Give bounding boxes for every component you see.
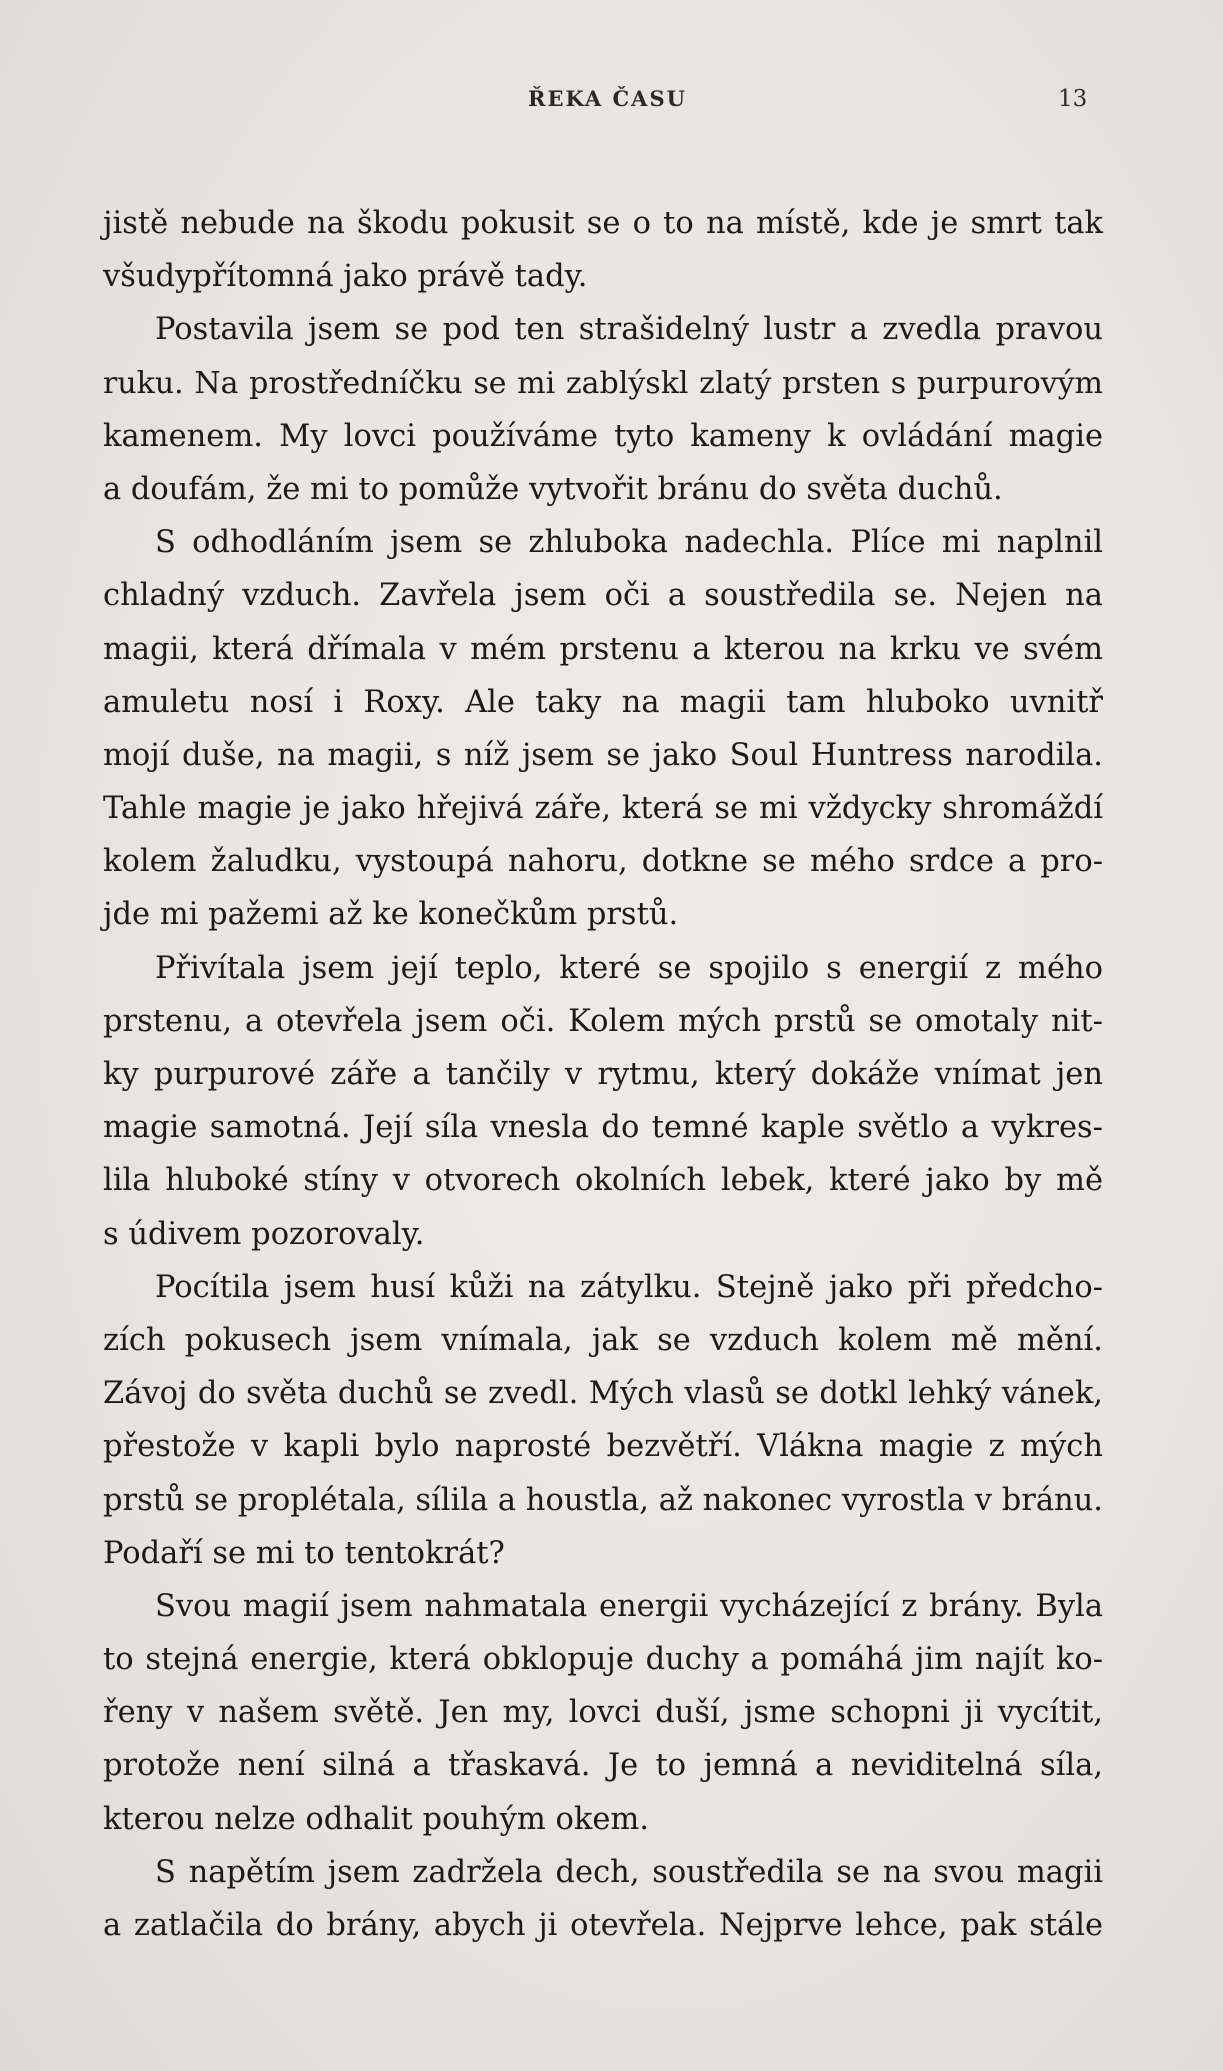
- text-line: prstů se proplétala, sílila a houstla, až nakonec vyrostla v bránu.: [103, 1482, 1103, 1518]
- text-line: kterou nelze odhalit pouhým okem.: [103, 1801, 650, 1837]
- text-line: ky purpurové záře a tančily v rytmu, který dokáže vnímat jen: [103, 1057, 1103, 1092]
- text-line: mojí duše, na magii, s níž jsem se jako Soul Huntress narodila.: [103, 737, 1103, 773]
- text-line: kolem žaludku, vystoupá nahoru, dotkne se mého srdce a pro-: [103, 844, 1103, 880]
- text-line: Přivítala jsem její teplo, které se spojilo s energií z mého: [155, 950, 1103, 986]
- text-line: všudypřítomná jako právě tady.: [103, 259, 588, 295]
- body-text: [103, 197, 1103, 1952]
- text-line: S napětím jsem zadržela dech, soustředila se na svou magii: [155, 1854, 1103, 1890]
- text-line: Svou magií jsem nahmatala energii vycházející z brány. Byla: [155, 1588, 1103, 1624]
- running-head: [0, 82, 1223, 122]
- text-line: chladný vzduch. Zavřela jsem oči a soustředila se. Nejen na: [103, 578, 1103, 614]
- text-line: jde mi pažemi až ke konečkům prstů.: [103, 897, 679, 933]
- text-line: S odhodláním jsem se zhluboka nadechla. Plíce mi naplnil: [155, 525, 1103, 561]
- text-line: amuletu nosí i Roxy. Ale taky na magii tam hluboko uvnitř: [103, 684, 1103, 720]
- text-line: to stejná energie, která obklopuje duchy a pomáhá jim najít ko-: [103, 1642, 1103, 1678]
- text-line: přestože v kapli bylo naprosté bezvětří. Vlákna magie z mých: [103, 1429, 1103, 1465]
- text-line: magii, která dřímala v mém prstenu a kterou na krku ve svém: [103, 631, 1103, 667]
- text-line: řeny v našem světě. Jen my, lovci duší, jsme schopni ji vycítit,: [103, 1695, 1103, 1731]
- running-head-title: ŘEKA ČASU: [528, 86, 687, 111]
- text-line: kamenem. My lovci používáme tyto kameny k ovládání magie: [103, 418, 1103, 454]
- text-line: lila hluboké stíny v otvorech okolních lebek, které jako by mě: [103, 1163, 1103, 1199]
- text-line: ruku. Na prostředníčku se mi zablýskl zlatý prsten s purpurovým: [103, 365, 1103, 401]
- page-number: 13: [1058, 86, 1088, 112]
- text-line: a zatlačila do brány, abych ji otevřela. Nejprve lehce, pak stále: [103, 1908, 1103, 1943]
- text-line: Podaří se mi to tentokrát?: [103, 1535, 505, 1571]
- text-line: Pocítila jsem husí kůži na zátylku. Stejně jako při předcho-: [155, 1269, 1103, 1305]
- text-line: a doufám, že mi to pomůže vytvořit bránu do světa duchů.: [103, 471, 1003, 507]
- text-line: Postavila jsem se pod ten strašidelný lustr a zvedla pravou: [155, 312, 1103, 348]
- text-line: protože není silná a třaskavá. Je to jemná a neviditelná síla,: [103, 1748, 1103, 1784]
- text-line: jistě nebude na škodu pokusit se o to na místě, kde je smrt tak: [103, 206, 1103, 241]
- text-line: zích pokusech jsem vnímala, jak se vzduch kolem mě mění.: [103, 1322, 1103, 1358]
- text-line: Závoj do světa duchů se zvedl. Mých vlasů se dotkl lehký vánek,: [103, 1376, 1103, 1412]
- text-line: prstenu, a otevřela jsem oči. Kolem mých prstů se omotaly nit-: [103, 1003, 1103, 1039]
- text-line: s údivem pozorovaly.: [103, 1216, 425, 1252]
- text-line: Tahle magie je jako hřejivá záře, která se mi vždycky shromáždí: [103, 791, 1103, 827]
- text-line: magie samotná. Její síla vnesla do temné kaple světlo a vykres-: [103, 1110, 1103, 1146]
